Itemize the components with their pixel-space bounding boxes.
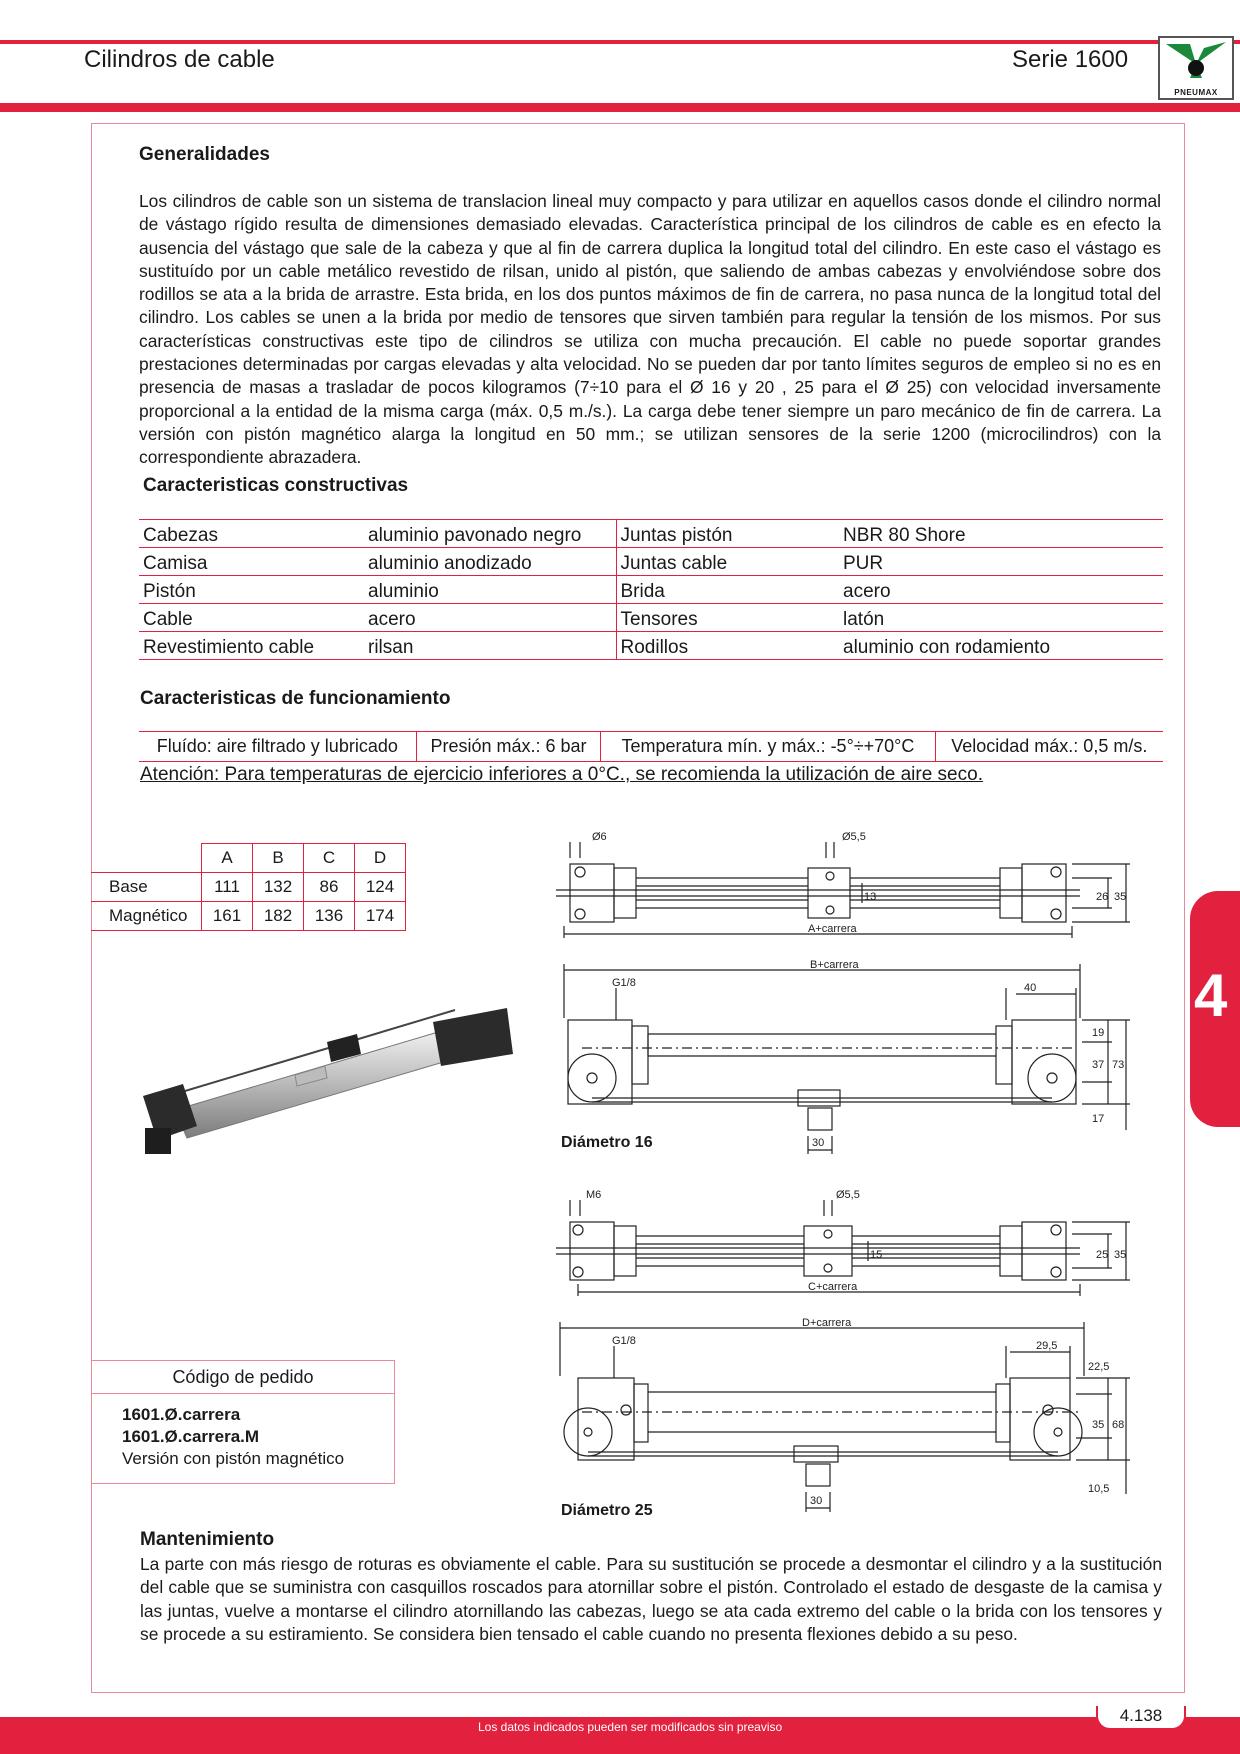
dim-h3: 68: [1112, 1419, 1125, 1431]
dim-h-outer: 35: [1114, 1249, 1127, 1261]
attention-note: Atención: Para temperaturas de ejercicio inferiores a 0°C., se recomienda la utilización de aire seco.: [140, 764, 983, 785]
dim-length-d: D+carrera: [802, 1317, 852, 1329]
dim-h4: 10,5: [1088, 1483, 1110, 1495]
dim-cell: 136: [304, 902, 355, 931]
page-title: Cilindros de cable: [84, 46, 275, 73]
logo-wordmark: PNEUMAX: [1174, 88, 1218, 97]
spec-label: Juntas pistón: [616, 520, 839, 548]
dim-header-d: D: [355, 844, 406, 873]
funcionamiento-heading: Caracteristicas de funcionamiento: [140, 688, 451, 709]
dim-cell: 86: [304, 873, 355, 902]
spec-value: acero: [364, 604, 616, 632]
dimensions-table: [91, 843, 406, 931]
spec-value: aluminio anodizado: [364, 548, 616, 576]
dim-carriage: 13: [864, 891, 877, 903]
order-code-base: 1601.Ø.carrera: [122, 1405, 241, 1424]
pneumax-logo: [1158, 36, 1234, 100]
dim-head: 40: [1024, 982, 1037, 994]
spec-label: Brida: [616, 576, 839, 604]
dim-bracket: 30: [812, 1137, 825, 1149]
spec-value: aluminio: [364, 576, 616, 604]
dim-h1: 19: [1092, 1027, 1105, 1039]
dim-cell: 124: [355, 873, 406, 902]
footer-note: Los datos indicados pueden ser modificados sin preaviso: [478, 1720, 783, 1734]
dim-h1: 22,5: [1088, 1361, 1110, 1373]
spec-value: NBR 80 Shore: [839, 520, 1163, 548]
spec-label: Cabezas: [139, 520, 364, 548]
caption-d25: Diámetro 25: [561, 1502, 653, 1519]
dim-row-label: Magnético: [91, 902, 202, 931]
section-number: 4: [1194, 962, 1228, 1029]
dim-head: 29,5: [1036, 1340, 1058, 1352]
spec-value: rilsan: [364, 632, 616, 660]
spec-value: latón: [839, 604, 1163, 632]
order-code-magnetic: 1601.Ø.carrera.M: [122, 1427, 260, 1446]
dim-h3: 73: [1112, 1059, 1125, 1071]
spec-label: Cable: [139, 604, 364, 632]
spec-label: Juntas cable: [616, 548, 839, 576]
func-pressure: Presión máx.: 6 bar: [416, 732, 601, 762]
page-number-box: [1096, 1706, 1186, 1730]
dim-h-inner: 25: [1096, 1249, 1109, 1261]
dim-cell: 174: [355, 902, 406, 931]
section-tab: [1190, 891, 1240, 1127]
spec-value: PUR: [839, 548, 1163, 576]
header-top-rule: [0, 40, 1240, 44]
dim-h4: 17: [1092, 1113, 1105, 1125]
dim-hole-left: Ø6: [592, 831, 607, 843]
dim-header-b: B: [253, 844, 304, 873]
dim-hole-left: M6: [586, 1189, 602, 1201]
page-number: 4.138: [1119, 1706, 1163, 1725]
spec-row: [139, 520, 1163, 548]
drawing-d25-top-view: [552, 1186, 1132, 1298]
dim-row-label: Base: [91, 873, 202, 902]
dim-cell: 161: [202, 902, 253, 931]
dim-length-a: A+carrera: [808, 923, 857, 935]
dim-hole-center: Ø5,5: [836, 1189, 860, 1201]
generalidades-heading: Generalidades: [139, 144, 270, 165]
dim-h2: 37: [1092, 1059, 1105, 1071]
spec-label: Camisa: [139, 548, 364, 576]
logo-mark-icon: [1160, 38, 1232, 88]
order-code-note: Versión con pistón magnético: [122, 1449, 345, 1468]
dim-bracket: 30: [810, 1495, 823, 1507]
dim-h2: 35: [1092, 1419, 1105, 1431]
spec-row: [139, 576, 1163, 604]
generalidades-text: Los cilindros de cable son un sistema de translacion lineal muy compacto y para utilizar en aquellos casos donde el cilindro normal de vástago rígido resulta de dimensiones demasiado elevadas. Característica principal de los cilindros de cable es en efecto la ausencia del vástago que sale de la cabeza y que al fin de carrera duplica la longitud total del cilindro. En este caso el vástago es sustituído por un cable metálico revestido de rilsan, unido al pistón, que saliendo de ambas cabezas y envolviéndose sobre dos rodillos se ata a la brida de arrastre. Esta brida, en los dos puntos máximos de fin de carrera, no pasa nunca de la longitud total del cilindro. Los cables se unen a la brida por medio de tensores que sirven también para regular la tensión de los mismos. Por sus características constructivas este tipo de cilindros se utiliza con mucha precaución. El cable no puede soportar grandes prestaciones determinadas por cargas elevadas y alta velocidad. No se pueden dar por tanto límites seguros de empleo si no es en presencia de masas a trasladar de pocos kilogramos (7÷10 para el Ø 16 y 20 , 25 para el Ø 25) con velocidad inversamente proporcional a la entidad de la misma carga (máx. 0,5 m./s.). La carga debe tener siempre un paro mecánico de fin de carrera. La versión con pistón magnético alarga la longitud en 50 mm.; se utilizan sensores de la serie 1200 (microcilindros) con la correspondiente abrazadera.: [139, 191, 1161, 468]
dim-cell: 182: [253, 902, 304, 931]
spec-value: aluminio pavonado negro: [364, 520, 616, 548]
dim-length-b: B+carrera: [810, 959, 859, 971]
dim-cell: 111: [202, 873, 253, 902]
spec-row: [139, 604, 1163, 632]
caption-d16: Diámetro 16: [561, 1134, 653, 1151]
dim-carriage: 15: [870, 1249, 883, 1261]
drawing-d16-top-view: [552, 828, 1132, 940]
func-temperature: Temperatura mín. y máx.: -5°÷+70°C: [601, 732, 935, 762]
spec-label: Revestimiento cable: [139, 632, 364, 660]
dim-port: G1/8: [612, 1335, 636, 1347]
spec-row: [139, 632, 1163, 660]
spec-value: aluminio con rodamiento: [839, 632, 1163, 660]
dim-header-c: C: [304, 844, 355, 873]
header-bottom-band: [0, 103, 1240, 112]
constructivas-heading: Caracteristicas constructivas: [143, 475, 409, 496]
dim-header-a: A: [202, 844, 253, 873]
mantenimiento-heading: Mantenimiento: [140, 1529, 275, 1550]
dim-cell: 132: [253, 873, 304, 902]
funcionamiento-table: [139, 731, 1163, 762]
order-code-box: [91, 1360, 395, 1484]
drawing-d25-side-view: [552, 1316, 1132, 1522]
spec-row: [139, 548, 1163, 576]
dim-h-outer: 35: [1114, 891, 1127, 903]
series-label: Serie 1600: [1012, 46, 1129, 73]
spec-label: Rodillos: [616, 632, 839, 660]
spec-label: Pistón: [139, 576, 364, 604]
spec-label: Tensores: [616, 604, 839, 632]
spec-value: acero: [839, 576, 1163, 604]
dim-hole-center: Ø5,5: [842, 831, 866, 843]
dim-h-inner: 26: [1096, 891, 1109, 903]
drawing-d16-side-view: [552, 958, 1132, 1158]
order-code-heading: Código de pedido: [92, 1361, 394, 1394]
dim-length-c: C+carrera: [808, 1281, 858, 1293]
constructivas-table: [139, 519, 1163, 660]
cable-cylinder-illustration: [135, 1000, 515, 1170]
dim-port: G1/8: [612, 977, 636, 989]
mantenimiento-text: La parte con más riesgo de roturas es obviamente el cable. Para su sustitución se procede a desmontar el cilindro y a la sustitución del cable que se suministra con casquillos roscados para atornillar sobre el pistón. Controlado el estado de desgaste de la camisa y las juntas, vuelve a montarse el cilindro atornillando las cabezas, luego se ata cada extremo del cable o la brida con los tensores y se procede a su estiramiento. Se considera bien tensado el cable cuando no presenta flexiones debido a su peso.: [140, 1554, 1162, 1644]
func-speed: Velocidad máx.: 0,5 m/s.: [935, 732, 1163, 762]
func-fluid: Fluído: aire filtrado y lubricado: [139, 732, 416, 762]
